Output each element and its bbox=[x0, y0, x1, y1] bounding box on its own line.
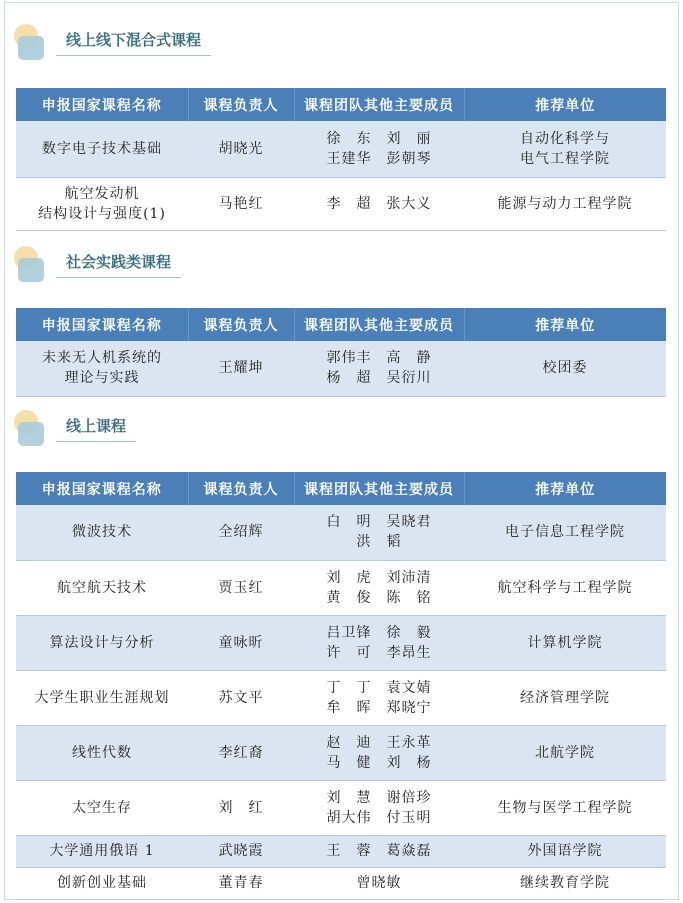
course-lead-cell bbox=[188, 670, 294, 725]
course-name-cell-line: 结构设计与强度(1) bbox=[38, 205, 166, 222]
recommending-unit-cell bbox=[464, 725, 666, 780]
team-members-cell-line: 丁 丁 袁文婧 bbox=[326, 679, 432, 696]
col-header-members: 课程团队其他主要成员 bbox=[294, 308, 464, 341]
table-row bbox=[16, 867, 666, 899]
team-members-cell bbox=[294, 725, 464, 780]
course-lead-cell-text: 胡晓光 bbox=[218, 140, 264, 157]
course-lead-cell-text: 全绍辉 bbox=[218, 524, 264, 541]
recommending-unit-cell-line: 生物与医学工程学院 bbox=[497, 799, 633, 816]
course-name-cell bbox=[16, 867, 188, 899]
course-name-cell-line: 线性代数 bbox=[72, 744, 132, 761]
course-name-cell bbox=[16, 725, 188, 780]
recommending-unit-cell bbox=[464, 341, 666, 396]
col-header-unit: 推荐单位 bbox=[464, 472, 666, 505]
recommending-unit-cell bbox=[464, 560, 666, 615]
recommending-unit-cell-line: 电子信息工程学院 bbox=[505, 524, 625, 541]
team-members-cell-line: 黄 俊 陈 铭 bbox=[326, 589, 432, 606]
team-members-cell-line: 李 超 张大义 bbox=[326, 195, 432, 212]
recommending-unit-cell-line: 北航学院 bbox=[535, 744, 595, 761]
table-row bbox=[16, 615, 666, 670]
course-name-cell bbox=[16, 615, 188, 670]
team-members-cell bbox=[294, 867, 464, 899]
course-table bbox=[16, 88, 666, 231]
table-header-row bbox=[16, 88, 666, 121]
table-row bbox=[16, 177, 666, 230]
course-lead-cell bbox=[188, 835, 294, 867]
course-table bbox=[16, 308, 666, 397]
section-title: 线上课程 bbox=[56, 415, 136, 442]
recommending-unit-cell-line: 外国语学院 bbox=[527, 843, 603, 859]
course-lead-cell bbox=[188, 560, 294, 615]
team-members-cell bbox=[294, 177, 464, 230]
course-name-cell bbox=[16, 121, 188, 177]
col-header-members: 课程团队其他主要成员 bbox=[294, 472, 464, 505]
table-row bbox=[16, 670, 666, 725]
course-lead-cell bbox=[188, 867, 294, 899]
course-name-cell-line: 大学通用俄语 1 bbox=[49, 843, 155, 859]
recommending-unit-cell bbox=[464, 615, 666, 670]
course-name-cell bbox=[16, 560, 188, 615]
course-lead-cell-text: 苏文平 bbox=[218, 689, 264, 706]
team-members-cell-line: 刘 虎 刘沛清 bbox=[326, 569, 432, 586]
decorative-circle-icon bbox=[14, 24, 48, 64]
col-header-lead: 课程负责人 bbox=[188, 472, 294, 505]
team-members-cell bbox=[294, 341, 464, 396]
team-members-cell-line: 吕卫锋 徐 毅 bbox=[326, 624, 432, 641]
decorative-circle-icon bbox=[14, 246, 48, 286]
team-members-cell-line: 王建华 彭朝琴 bbox=[326, 150, 432, 167]
table-row bbox=[16, 121, 666, 177]
table-row bbox=[16, 505, 666, 560]
col-header-course-name: 申报国家课程名称 bbox=[16, 472, 188, 505]
team-members-cell bbox=[294, 121, 464, 177]
team-members-cell-line: 牟 晖 郑晓宁 bbox=[326, 699, 432, 716]
recommending-unit-cell-line: 自动化科学与 bbox=[520, 130, 610, 147]
recommending-unit-cell-line: 航空科学与工程学院 bbox=[497, 579, 633, 596]
recommending-unit-cell bbox=[464, 121, 666, 177]
team-members-cell-line: 马 健 刘 杨 bbox=[326, 754, 432, 771]
course-name-cell-line: 未来无人机系统的 bbox=[42, 350, 162, 367]
course-lead-cell bbox=[188, 177, 294, 230]
recommending-unit-cell bbox=[464, 867, 666, 899]
course-lead-cell-text: 武晓霞 bbox=[218, 843, 264, 859]
decorative-circle-icon bbox=[14, 410, 48, 450]
course-lead-cell bbox=[188, 505, 294, 560]
course-lead-cell bbox=[188, 615, 294, 670]
recommending-unit-cell bbox=[464, 177, 666, 230]
course-name-cell bbox=[16, 177, 188, 230]
course-lead-cell-text: 童咏昕 bbox=[218, 634, 264, 651]
col-header-unit: 推荐单位 bbox=[464, 308, 666, 341]
table-row bbox=[16, 560, 666, 615]
recommending-unit-cell bbox=[464, 780, 666, 835]
team-members-cell bbox=[294, 780, 464, 835]
table-header-row bbox=[16, 308, 666, 341]
col-header-lead: 课程负责人 bbox=[188, 308, 294, 341]
table-header-row bbox=[16, 472, 666, 505]
course-lead-cell bbox=[188, 121, 294, 177]
course-name-cell bbox=[16, 505, 188, 560]
team-members-cell-line: 洪 韬 bbox=[356, 534, 402, 551]
team-members-cell-line: 徐 东 刘 丽 bbox=[326, 130, 432, 147]
course-name-cell-line: 微波技术 bbox=[72, 524, 132, 541]
team-members-cell bbox=[294, 835, 464, 867]
course-name-cell bbox=[16, 670, 188, 725]
col-header-course-name: 申报国家课程名称 bbox=[16, 88, 188, 121]
team-members-cell-line: 白 明 吴晓君 bbox=[326, 514, 432, 531]
team-members-cell bbox=[294, 560, 464, 615]
course-name-cell-line: 数字电子技术基础 bbox=[42, 140, 162, 157]
course-name-cell-line: 创新创业基础 bbox=[57, 875, 147, 891]
course-name-cell-line: 大学生职业生涯规划 bbox=[34, 689, 170, 706]
team-members-cell-line: 胡大伟 付玉明 bbox=[326, 809, 432, 826]
recommending-unit-cell bbox=[464, 835, 666, 867]
recommending-unit-cell-line: 经济管理学院 bbox=[520, 689, 610, 706]
team-members-cell bbox=[294, 670, 464, 725]
course-lead-cell-text: 李红裔 bbox=[218, 744, 264, 761]
course-lead-cell bbox=[188, 341, 294, 396]
recommending-unit-cell-line: 继续教育学院 bbox=[520, 875, 610, 891]
recommending-unit-cell bbox=[464, 505, 666, 560]
course-lead-cell-text: 刘 红 bbox=[218, 799, 264, 816]
recommending-unit-cell-line: 校团委 bbox=[542, 360, 588, 377]
table-row bbox=[16, 341, 666, 396]
team-members-cell-line: 刘 慧 谢倍珍 bbox=[326, 789, 432, 806]
col-header-course-name: 申报国家课程名称 bbox=[16, 308, 188, 341]
recommending-unit-cell-line: 电气工程学院 bbox=[520, 150, 610, 167]
team-members-cell-line: 杨 超 吴衍川 bbox=[326, 370, 432, 387]
team-members-cell-line: 曾晓敏 bbox=[356, 875, 402, 891]
course-lead-cell-text: 董青春 bbox=[218, 875, 264, 891]
table-row bbox=[16, 835, 666, 867]
section-title: 社会实践类课程 bbox=[56, 251, 181, 278]
col-header-lead: 课程负责人 bbox=[188, 88, 294, 121]
course-lead-cell bbox=[188, 725, 294, 780]
course-name-cell-line: 太空生存 bbox=[72, 799, 132, 816]
course-name-cell-line: 航空航天技术 bbox=[57, 579, 147, 596]
table-row bbox=[16, 780, 666, 835]
course-lead-cell bbox=[188, 780, 294, 835]
course-table bbox=[16, 472, 666, 900]
course-name-cell-line: 理论与实践 bbox=[64, 370, 140, 387]
table-row bbox=[16, 725, 666, 780]
team-members-cell-line: 王 蓉 葛焱磊 bbox=[326, 843, 432, 859]
course-name-cell-line: 算法设计与分析 bbox=[49, 634, 155, 651]
col-header-unit: 推荐单位 bbox=[464, 88, 666, 121]
col-header-members: 课程团队其他主要成员 bbox=[294, 88, 464, 121]
course-name-cell bbox=[16, 341, 188, 396]
team-members-cell-line: 郭伟丰 高 静 bbox=[326, 350, 432, 367]
course-lead-cell-text: 马艳红 bbox=[218, 195, 264, 212]
team-members-cell-line: 许 可 李昂生 bbox=[326, 644, 432, 661]
team-members-cell-line: 赵 迪 王永革 bbox=[326, 734, 432, 751]
recommending-unit-cell-line: 计算机学院 bbox=[527, 634, 603, 651]
course-name-cell bbox=[16, 780, 188, 835]
course-name-cell bbox=[16, 835, 188, 867]
section-title: 线上线下混合式课程 bbox=[56, 29, 211, 56]
team-members-cell bbox=[294, 615, 464, 670]
recommending-unit-cell bbox=[464, 670, 666, 725]
recommending-unit-cell-line: 能源与动力工程学院 bbox=[497, 195, 633, 212]
course-lead-cell-text: 贾玉红 bbox=[218, 579, 264, 596]
team-members-cell bbox=[294, 505, 464, 560]
course-lead-cell-text: 王耀坤 bbox=[218, 360, 264, 377]
course-name-cell-line: 航空发动机 bbox=[64, 185, 140, 202]
